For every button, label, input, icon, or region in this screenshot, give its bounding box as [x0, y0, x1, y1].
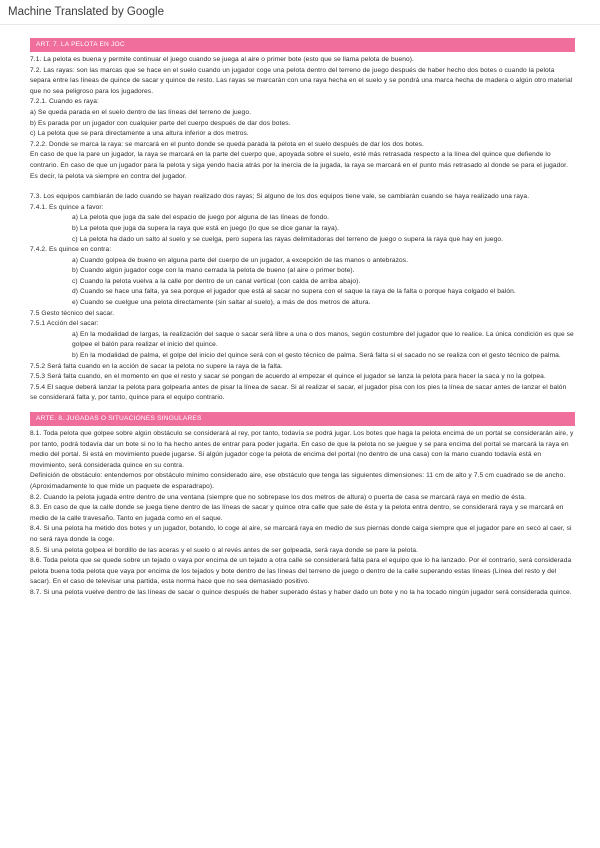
paragraph-7-2: 7.2. Las rayas: son las marcas que se hace en el suelo cuando un jugador coge una pelota dentro del terreno de juego después de haber hecho dos botes o cuando la pelota separa entre las líneas de quince de sacar y quince de resto. Las rayas se marcarán con una raya hecha en el suelo y se pondrá una marca hecha de madera o algún otro material que no sea peligroso para los jugadores. — [30, 66, 573, 95]
list-item-contra-b: b) Cuando algún jugador coge con la mano cerrada la pelota de bueno (al aire o primer bote). — [72, 267, 355, 275]
paragraph-8-2: 8.2. Cuando la pelota jugada entre dentro de una ventana (siempre que no sobrepase los dos metros de altura) o puerta de casa se marcará raya en medio de ésta. — [30, 493, 527, 501]
paragraph-7-2-2-cont: En caso de que la pare un jugador, la raya se marcará en la parte del cuerpo que, apoyada sobre el suelo, esté más retrasada respecto a la línea del quince que defiende lo contrario. En caso de que un jugador para la pelota y siga yendo hacia atrás por la inercia de la jugada, la raya se marcará en el punto más retrasado al donde se para el jugador. Es decir, la pelota va siempre en contra del jugador. — [30, 151, 569, 180]
document-page — [30, 38, 575, 599]
paragraph-7-3: 7.3. Los equipos cambiarán de lado cuando se hayan realizado dos rayas; Si alguno de los dos equipos tiene vale, se cambiarán cuando se haya realizado una raya. — [30, 193, 530, 201]
paragraph-obstaculo: Definición de obstáculo: entendemos por obstáculo mínimo considerado aire, ese obstáculo que tenga las siguientes dimensiones: 11 cm de alto y 7.5 cm cuadrado se de ancho. (Aproximadamente lo que mide un paquete de esparadrapo). — [30, 472, 566, 490]
list-item-raya-a: a) Se queda parada en el suelo dentro de las líneas del terreno de juego. — [30, 108, 252, 116]
banner-title: Machine Translated by Google — [8, 6, 164, 18]
list-item-contra-e: e) Cuando se cuelgue una pelota directamente (sin saltar al suelo), a más de dos metros de altura. — [72, 299, 371, 307]
translation-banner — [0, 0, 600, 25]
paragraph-7-5-4: 7.5.4 El saque deberá lanzar la pelota para golpearla antes de pisar la línea de sacar. Si al realizar el sacar, el jugador pisa con los pies la línea de sacar antes de lanzar el balón se considerará falta y, por tanto, quince para el equipo contrario. — [30, 383, 567, 402]
list-item-contra-d: d) Cuando se hace una falta, ya sea porque el jugador que está al sacar no supera con el saque la raya de la falta o porque haya colgado el balón. — [72, 288, 516, 296]
paragraph-8-4: 8.4. Si una pelota ha metido dos botes y un jugador, botando, lo coge al aire, se marcará raya en medio de sus piernas donde caiga siempre que el jugador pare en seco al caer, si no será raya donde la coge. — [30, 525, 572, 543]
paragraph-7-2-1: 7.2.1. Cuando es raya: — [30, 98, 99, 106]
list-item-raya-c: c) La pelota que se para directamente a una altura inferior a dos metros. — [30, 130, 249, 138]
paragraph-8-1: 8.1. Toda pelota que golpee sobre algún obstáculo se considerará al rey, por tanto, todavía se podrá jugar. Los botes que haga la pelota encima de un portal se considerarán aire, y por tanto, podrá todavía dar un bote si no lo ha hecho antes de entrar para poder jugarla. En caso de que la pelota no se juegue y se para encima del portal se marcará la raya en medio del portal. Si está en movimiento puede jugarse. Si algún jugador coge la pelota de encima del portal (no dentro de una casa) con la mano cuando todavía está en movimiento, será considerada quince en su contra. — [30, 430, 574, 469]
list-item-favor-b: b) La pelota que juga da supera la raya que está en juego (lo que se dice ganar la raya). — [72, 224, 339, 232]
paragraph-8-6: 8.6. Toda pelota que se quede sobre un tejado o vaya por encima de un tejado a otra calle se considerará falta para el equipo que lo ha lanzado. Por el contrario, será considerada pelota buena toda pelota que vaya por encima de los tejados y bote dentro de las líneas del terreno de juego o dentro de la calle superando estas líneas (Línea del resto y del sacar). En el caso de televisar una partida, esta norma hace que no sea demasiado positivo. — [30, 557, 572, 586]
paragraph-8-3: 8.3. En caso de que la calle donde se juega tiene dentro de las líneas de sacar y quince otra calle que sale de ésta y la pelota entra dentro, se considerará raya y se marcará en medio de la calle travesaño. Tanto en jugada como en el saque. — [30, 504, 564, 522]
paragraph-7-4-2: 7.4.2. Es quince en contra: — [30, 246, 112, 254]
list-item-favor-c: c) La pelota ha dado un salto al suelo y se cuelga, pero supera las rayas delimitadoras del terreno de juego o supera la raya que hay en juego. — [72, 235, 504, 243]
section-spacer — [30, 404, 575, 412]
paragraph-7-5-2: 7.5.2 Será falta cuando en la acción de sacar la pelota no supere la raya de la falta. — [30, 362, 283, 370]
paragraph-7-5-3: 7.5.3 Será falta cuando, en el momento en que el resto y sacar se pongan de acuerdo al empezar el quince el jugador se lanza la pelota para hacer la saca y no la golpea. — [30, 373, 546, 381]
paragraph-7-1: 7.1. La pelota es buena y permite continuar el juego cuando se juega al aire o primer bote (esto que se llama pelota de bueno). — [30, 56, 415, 63]
paragraph-7-5-1: 7.5.1 Acción del sacar: — [30, 320, 99, 328]
list-item-favor-a: a) La pelota que juga da sale del espacio de juego por alguna de las líneas de fondo. — [72, 214, 330, 222]
section-header-art8: ARTE. 8. JUGADAS O SITUACIONES SINGULARES — [30, 412, 575, 426]
list-item-sacar-a: a) En la modalidad de largas, la realización del saque o sacar será libre a una o dos manos, según costumbre del jugador que lo realice. La única condición es que se golpee el balón para realizar el inicio del quince. — [72, 330, 574, 349]
spacer — [30, 182, 575, 192]
list-item-contra-a: a) Cuando golpea de bueno en alguna parte del cuerpo de un jugador, a excepción de las manos o antebrazos. — [72, 256, 409, 264]
paragraph-7-5: 7.5 Gesto técnico del sacar. — [30, 309, 115, 317]
section-header-art7: ART. 7. LA PELOTA EN JOC — [30, 38, 575, 52]
paragraph-7-4-1: 7.4.1. Es quince a favor: — [30, 203, 104, 211]
paragraph-8-5: 8.5. Si una pelota golpea el bordillo de las aceras y el suelo o al revés antes de ser golpeada, será raya donde se pare la pelota. — [30, 546, 419, 554]
paragraph-8-7: 8.7. Si una pelota vuelve dentro de las líneas de sacar o quince después de haber superado éstas y haber dado un bote y no la ha tocado ningún jugador será considerada quince. — [30, 588, 572, 596]
paragraph-7-2-2: 7.2.2. Donde se marca la raya: se marcará en el punto donde se queda parada la pelota en el suelo después de dar los dos botes. — [30, 140, 424, 148]
list-item-raya-b: b) Es parada por un jugador con cualquier parte del cuerpo después de dar dos botes. — [30, 119, 291, 127]
list-item-sacar-b: b) En la modalidad de palma, el golpe del inicio del quince será con el gesto técnico de palma. Será falta si el sacado no se realiza con el gesto técnico de palma. — [72, 352, 561, 360]
list-item-contra-c: c) Cuando la pelota vuelva a la calle por dentro de un canal vertical (con calda de arriba abajo). — [72, 277, 361, 285]
